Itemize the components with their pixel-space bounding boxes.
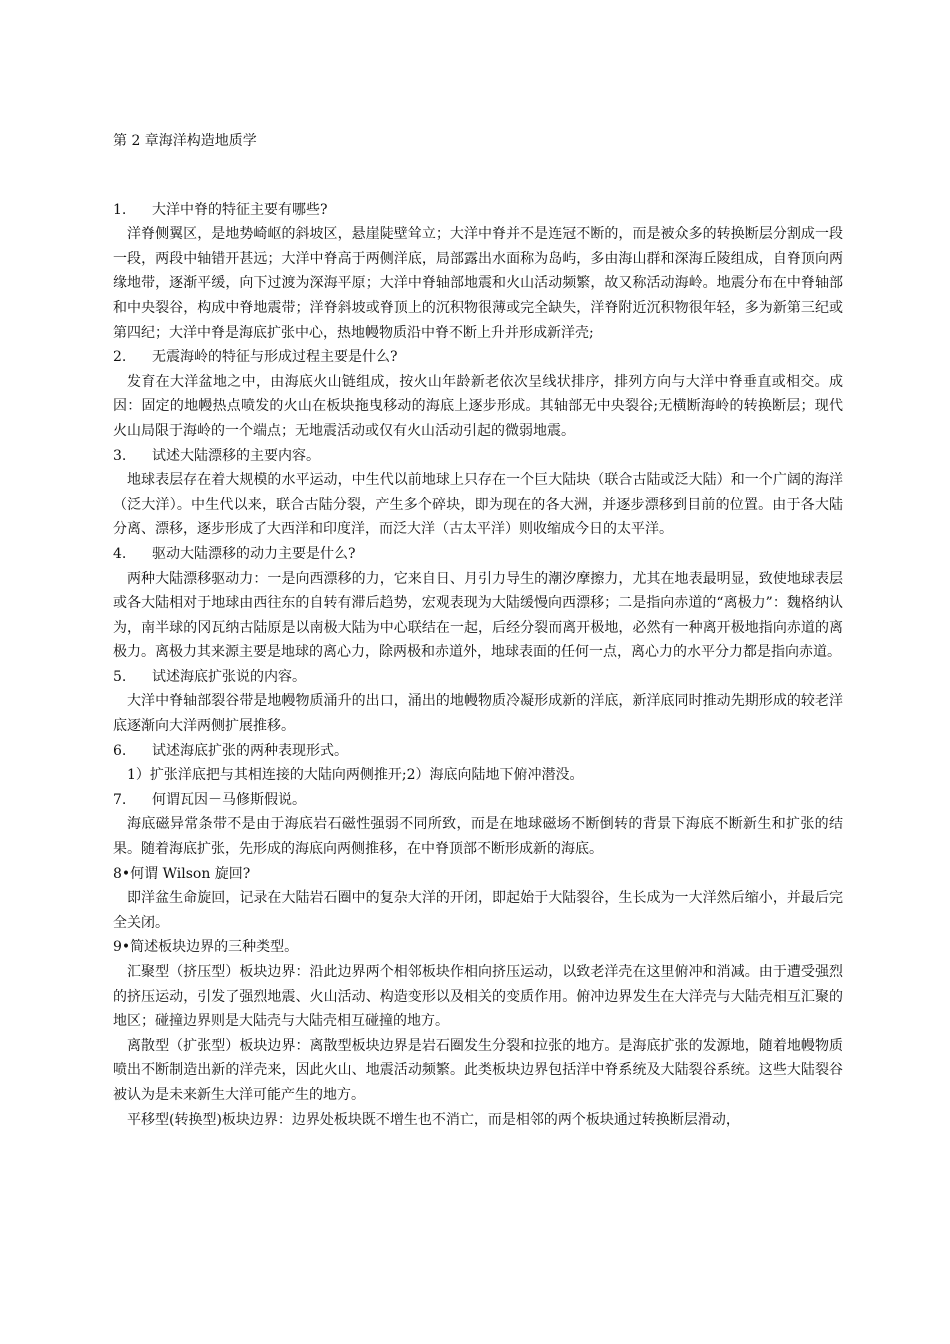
question-number: 9•: [113, 939, 131, 956]
answer-paragraph: 离散型（扩张型）板块边界：离散型板块边界是岩石圈发生分裂和拉张的地方。是海底扩张的发源地，随着地幔物质喷出不断制造出新的洋壳来，因此火山、地震活动频繁。此类板块边界包括洋中脊系统及大陆裂谷系统。这些大陆裂谷被认为是未来新生大洋可能产生的地方。: [113, 1037, 843, 1103]
question-number: 7.: [113, 791, 127, 808]
question-text: 试述海底扩张说的内容。: [152, 668, 306, 685]
question: [113, 739, 843, 764]
chapter-title: 第 2 章海洋构造地质学: [113, 133, 257, 149]
question: [113, 198, 843, 223]
answer-paragraph: 平移型(转换型)板块边界：边界处板块既不增生也不消亡，而是相邻的两个板块通过转换断层滑动，: [127, 1111, 740, 1128]
question-number: 3.: [113, 447, 127, 464]
question-text: 何谓瓦因－马修斯假说。: [152, 791, 306, 808]
question-text: 大洋中脊的特征主要有哪些?: [152, 201, 328, 218]
question: [113, 345, 843, 370]
question-text: 简述板块边界的三种类型。: [130, 939, 299, 956]
question-text: 驱动大陆漂移的动力主要是什么?: [152, 545, 356, 562]
question-number: 6.: [113, 742, 127, 759]
question-number: 4.: [113, 545, 127, 562]
question: [113, 788, 843, 813]
answer-paragraph: 大洋中脊轴部裂谷带是地幔物质涌升的出口，涌出的地幔物质冷凝形成新的洋底，新洋底同时推动先期形成的较老洋底逐渐向大洋两侧扩展推移。: [113, 693, 843, 735]
question: [113, 542, 843, 567]
question-text: 何谓 Wilson 旋回?: [130, 865, 251, 882]
answer-paragraph: 洋脊侧翼区，是地势崎岖的斜坡区，悬崖陡壁耸立；大洋中脊并不是连冠不断的，而是被众多的转换断层分割成一段一段，两段中轴错开甚远；大洋中脊高于两侧洋底，局部露出水面称为岛屿，多由海山群和深海丘陵组成，自脊顶向两缘地带，逐渐平缓，向下过渡为深海平原；大洋中脊轴部地震和火山活动频繁，故又称活动海岭。地震分布在中脊轴部和中央裂谷，构成中脊地震带；洋脊斜坡或脊顶上的沉积物很薄或完全缺失，洋脊附近沉积物很年轻，多为新第三纪或第四纪；大洋中脊是海底扩张中心，热地幔物质沿中脊不断上升并形成新洋壳;: [113, 226, 843, 341]
document-page: [113, 129, 843, 1132]
question-number: 1.: [113, 201, 127, 218]
answer-paragraph: 两种大陆漂移驱动力：一是向西漂移的力，它来自日、月引力导生的潮汐摩擦力，尤其在地表最明显，致使地球表层或各大陆相对于地球由西往东的自转有滞后趋势，宏观表现为大陆缓慢向西漂移；二是指向赤道的“离极力”：魏格纳认为，南半球的冈瓦纳古陆原是以南极大陆为中心联结在一起，后经分裂而离开极地，必然有一种离开极地指向赤道的离极力。离极力其来源主要是地球的离心力，除两极和赤道外，地球表面的任何一点，离心力的水平分力都是指向赤道。: [113, 570, 843, 661]
answer-paragraph: 发育在大洋盆地之中，由海底火山链组成，按火山年龄新老依次呈线状排序，排列方向与大洋中脊垂直或相交。成因：固定的地幔热点喷发的火山在板块拖曳移动的海底上逐步形成。其轴部无中央裂谷;无横断海岭的转换断层；现代火山局限于海岭的一个端点；无地震活动或仅有火山活动引起的微弱地震。: [113, 373, 843, 439]
qa-list: [113, 198, 843, 1133]
question-number: 2.: [113, 349, 127, 366]
question-text: 试述大陆漂移的主要内容。: [152, 447, 320, 464]
answer-paragraph: 即洋盆生命旋回，记录在大陆岩石圈中的复杂大洋的开闭，即起始于大陆裂谷，生长成为一大洋然后缩小，并最后完全关闭。: [113, 890, 843, 931]
question-text: 无震海岭的特征与形成过程主要是什么?: [152, 349, 398, 366]
answer-paragraph: 1）扩张洋底把与其相连接的大陆向两侧推开;2）海底向陆地下俯冲潜没。: [127, 767, 584, 784]
question: [113, 665, 843, 690]
answer-paragraph: 汇聚型（挤压型）板块边界：沿此边界两个相邻板块作相向挤压运动，以致老洋壳在这里俯冲和消减。由于遭受强烈的挤压运动，引发了强烈地震、火山活动、构造变形以及相关的变质作用。俯冲边界发生在大洋壳与大陆壳相互汇聚的地区；碰撞边界则是大陆壳与大陆壳相互碰撞的地方。: [113, 964, 843, 1030]
answer-paragraph: 地球表层存在着大规模的水平运动，中生代以前地球上只存在一个巨大陆块（联合古陆或泛大陆）和一个广阔的海洋（泛大洋）。中生代以来，联合古陆分裂，产生多个碎块，即为现在的各大洲，并逐步漂移到目前的位置。由于各大陆分离、漂移，逐步形成了大西洋和印度洋，而泛大洋（古太平洋）则收缩成今日的太平洋。: [113, 472, 843, 538]
question: [113, 862, 843, 887]
question-text: 试述海底扩张的两种表现形式。: [152, 742, 348, 759]
question-number: 5.: [113, 668, 127, 685]
answer-paragraph: 海底磁异常条带不是由于海底岩石磁性强弱不同所致，而是在地球磁场不断倒转的背景下海底不断新生和扩张的结果。随着海底扩张，先形成的海底向两侧推移，在中脊顶部不断形成新的海底。: [113, 816, 843, 858]
question-number: 8•: [113, 865, 131, 882]
question: [113, 935, 843, 960]
question: [113, 444, 843, 469]
